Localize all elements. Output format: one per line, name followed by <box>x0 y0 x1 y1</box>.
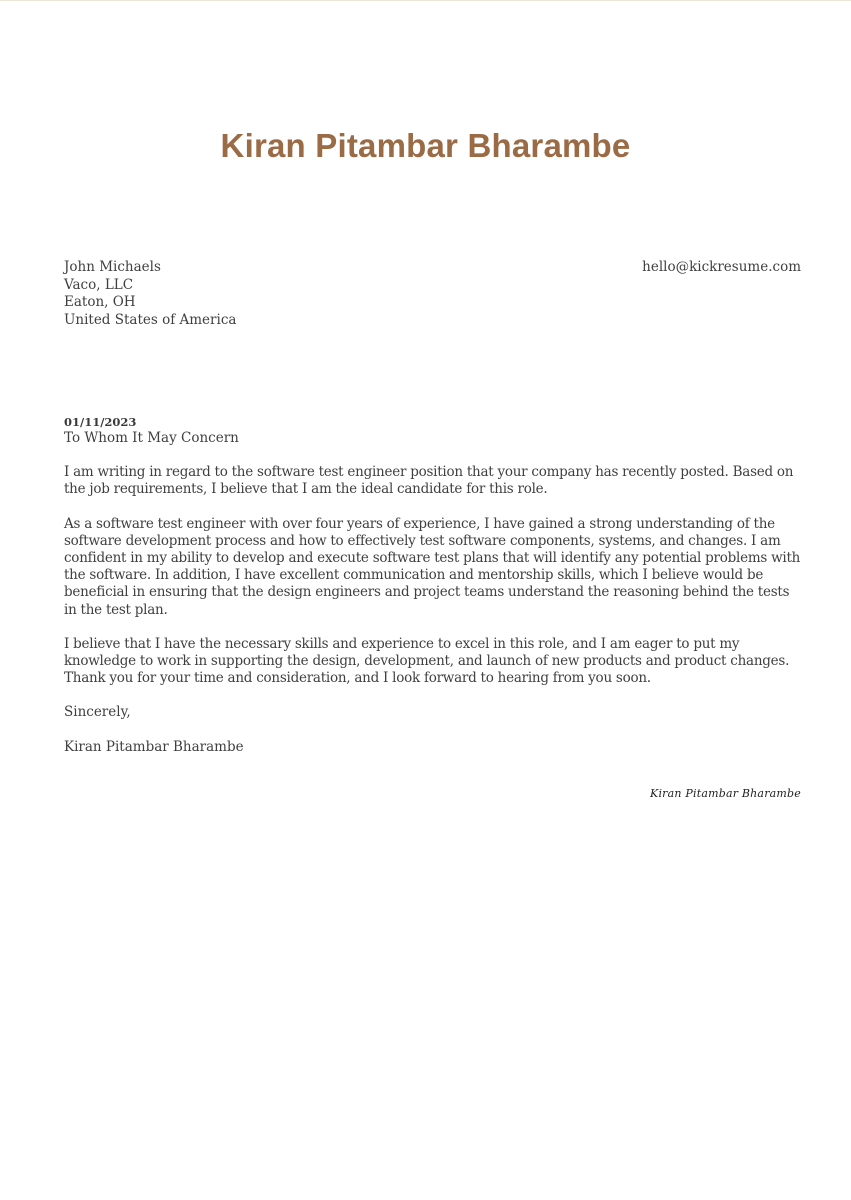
recipient-city: Eaton, OH <box>64 294 136 310</box>
letter-salutation: To Whom It May Concern <box>64 430 239 446</box>
letter-date: 01/11/2023 <box>64 415 137 429</box>
recipient-country: United States of America <box>64 311 237 328</box>
letter-paragraph-1: I am writing in regard to the software test engineer position that your company has recently posted. Based on the job requirements, I believe that I am the ideal candidate for this role. <box>64 464 794 498</box>
handwritten-signature: Kiran Pitambar Bharambe <box>650 787 801 800</box>
letter-signer-name: Kiran Pitambar Bharambe <box>64 738 244 755</box>
letter-closing: Sincerely, <box>64 704 131 721</box>
recipient-company: Vaco, LLC <box>64 276 134 293</box>
applicant-name-heading: Kiran Pitambar Bharambe <box>220 127 631 164</box>
letter-paragraph-3: I believe that I have the necessary skills and experience to excel in this role, and I am eager to put my knowledge to work in supporting the design, development, and launch of new products and product changes. Thank you for your time and consideration, and I look forward to hearing from you soon. <box>64 635 790 687</box>
recipient-name: John Michaels <box>64 259 161 275</box>
sender-email: hello@kickresume.com <box>642 259 801 275</box>
letter-body <box>64 415 804 756</box>
recipient-address-block <box>64 259 236 329</box>
letter-paragraph-2: As a software test engineer with over four years of experience, I have gained a strong understanding of the software development process and how to effectively test software components, systems, and changes. I am confident in my ability to develop and execute software test plans that will identify any potential problems with the software. In addition, I have excellent communication and mentorship skills, which I believe would be beneficial in ensuring that the design engineers and project teams understand the reasoning behind the tests in the test plan. <box>64 515 801 618</box>
